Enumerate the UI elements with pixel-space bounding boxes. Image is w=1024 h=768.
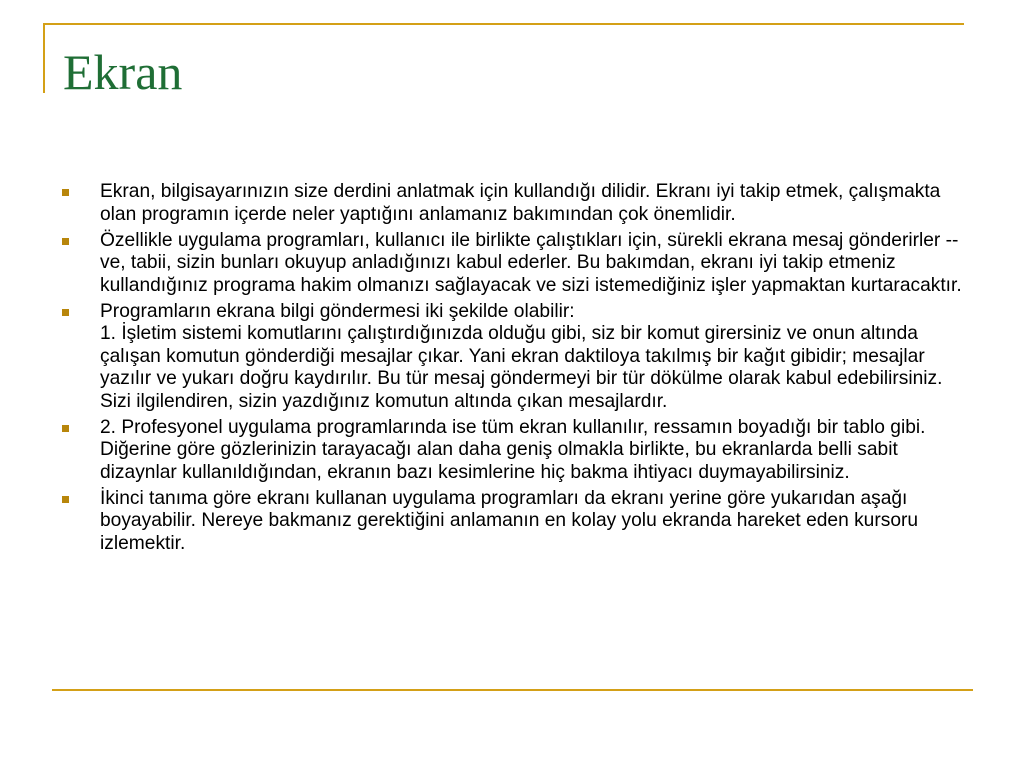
bullet-text: İkinci tanıma göre ekranı kullanan uygulama programları da ekranı yerine göre yukarıdan aşağı boyayabilir. Nereye bakmanız gerektiğini anlamanın en kolay yolu ekranda hareket eden kursoru izlemektir. xyxy=(100,487,919,554)
bullet-item xyxy=(62,488,967,556)
bullet-text: 2. Profesyonel uygulama programlarında ise tüm ekran kullanılır, ressamın boyadığı bir tablo gibi. Diğerine göre gözlerinizin tarayacağı alan daha geniş olmakla birlikte, bu ekranlarda belli sabit dizaynlar kullanıldığından, ekranın bazı kesimlerine hiç bakma ihtiyacı duymayabilirsiniz. xyxy=(100,416,926,483)
bullet-item xyxy=(62,417,967,485)
left-accent-rule xyxy=(43,23,45,93)
slide-title: Ekran xyxy=(63,44,183,100)
top-accent-rule xyxy=(43,23,964,25)
bullet-item xyxy=(62,230,967,298)
square-bullet-icon xyxy=(62,189,69,196)
bottom-accent-rule xyxy=(52,689,973,691)
square-bullet-icon xyxy=(62,496,69,503)
square-bullet-icon xyxy=(62,238,69,245)
bullet-text: Programların ekrana bilgi göndermesi iki şekilde olabilir: 1. İşletim sistemi komutlarını çalıştırdığınızda olduğu gibi, siz bir komut girersiniz ve onun altında çalışan komutun gönderdiği mesajlar çıkar. Yani ekran daktiloya takılmış bir kağıt gibidir; mesajlar yazılır ve yukarı doğru kaydırılır. Bu tür mesaj göndermeyi bir tür dökülme olarak kabul edebilirsiniz. Sizi ilgilendiren, sizin yazdığınız komutun altında çıkan mesajlardır. xyxy=(100,300,943,412)
bullet-text: Özellikle uygulama programları, kullanıcı ile birlikte çalıştıkları için, sürekli ekrana mesaj gönderirler -- ve, tabii, sizin bunları okuyup anladığınızı kabul ederler. Bu bakımdan, ekranı iyi takip etmeniz kullandığınız programa hakim olmanızı sağlayacak ve sizi istemediğiniz işler yapmaktan kurtaracaktır. xyxy=(100,229,962,296)
square-bullet-icon xyxy=(62,425,69,432)
bullet-item xyxy=(62,181,967,226)
square-bullet-icon xyxy=(62,309,69,316)
bullet-text: Ekran, bilgisayarınızın size derdini anlatmak için kullandığı dilidir. Ekranı iyi takip etmek, çalışmakta olan programın içerde neler yaptığını anlamanız bakımından çok önemlidir. xyxy=(100,181,941,225)
bullet-list xyxy=(62,181,967,559)
bullet-item xyxy=(62,301,967,414)
